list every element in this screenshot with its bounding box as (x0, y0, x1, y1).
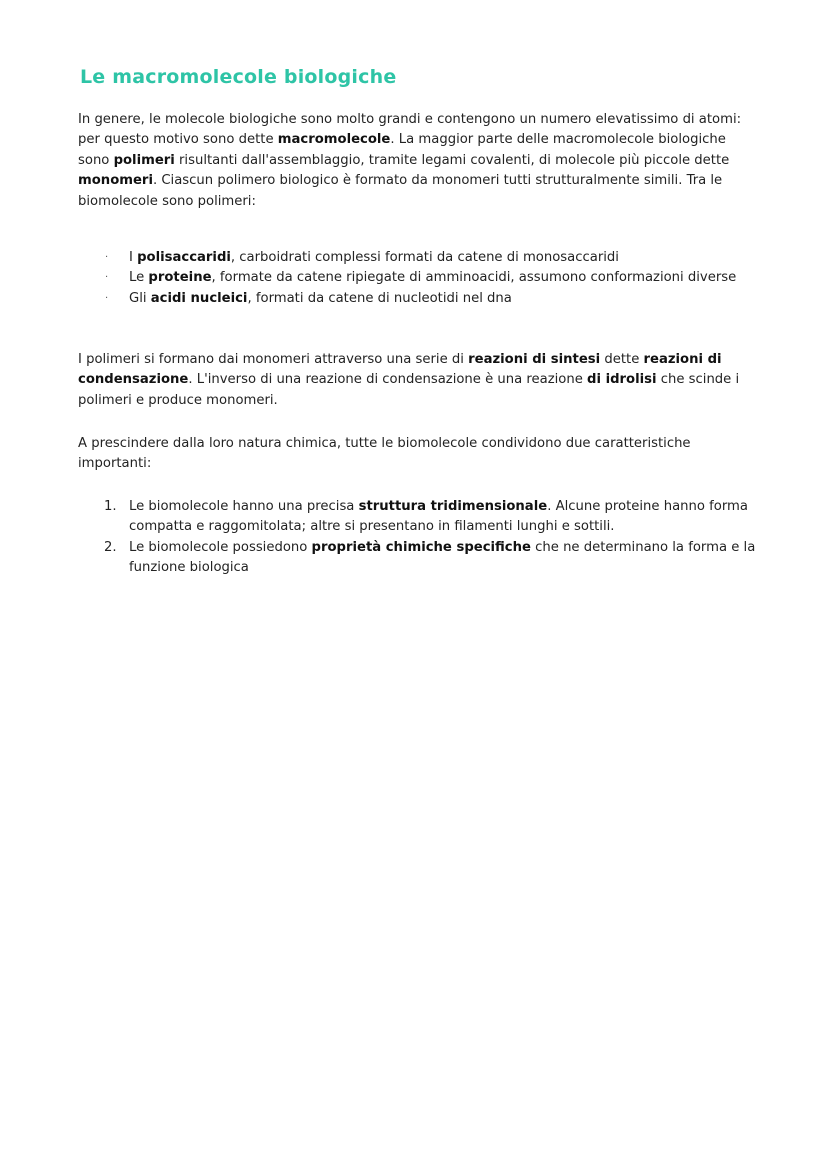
term-reazioni-condensazione: reazioni di condensazione (78, 352, 722, 388)
list-item-text: , formate da catene ripiegate di amminoacidi, assumono conformazioni diverse (211, 270, 737, 286)
list-item-prefix: Le biomolecole hanno una precisa (129, 499, 359, 514)
term-idrolisi: di idrolisi (587, 372, 657, 388)
list-item-prefix: Gli (129, 290, 151, 306)
list-item (100, 538, 760, 579)
term-struttura-tridimensionale: struttura tridimensionale (358, 499, 548, 514)
intro-text-1: In genere, le molecole biologiche sono molto grandi e contengono un numero elevatissimo di atomi: per questo motivo sono dette (78, 112, 742, 148)
list-item-prefix: Le biomolecole possiedono (129, 539, 312, 555)
term-polimeri: polimeri (113, 152, 175, 168)
list-item (100, 268, 760, 288)
list-item-prefix: I (129, 250, 138, 265)
list-item-text: , formati da catene di nucleotidi nel dna (247, 290, 512, 306)
intro-text-2: . La maggior parte delle macromolecole biologiche sono (78, 132, 726, 168)
list-item (100, 289, 760, 309)
term-acidi-nucleici: acidi nucleici (150, 290, 248, 306)
features-intro-paragraph: A prescindere dalla loro natura chimica, tutte le biomolecole condividono due caratteristiche importanti: (78, 436, 691, 472)
bullet-dot: · (105, 272, 109, 284)
page-title: Le macromolecole biologiche (80, 66, 397, 88)
term-macromolecole: macromolecole (277, 132, 391, 148)
list-item (100, 497, 760, 538)
term-polisaccaridi: polisaccaridi (137, 250, 231, 265)
bullet-dot: · (105, 292, 109, 304)
condensation-text-3: . L'inverso di una reazione di condensazione è una reazione (188, 372, 588, 388)
term-proteine: proteine (148, 270, 212, 286)
list-item-text: , carboidrati complessi formati da catene di monosaccaridi (230, 250, 619, 265)
list-number: 1. (104, 499, 117, 514)
term-reazioni-sintesi: reazioni di sintesi (468, 352, 601, 367)
polymer-list (100, 248, 760, 309)
bullet-dot: · (105, 252, 109, 263)
intro-text-3: risultanti dall'assemblaggio, tramite legami covalenti, di molecole più piccole dette (174, 152, 730, 168)
list-item-text: che ne determinano la forma e la funzione biologica (129, 539, 756, 576)
condensation-paragraph (78, 350, 758, 411)
list-number: 2. (104, 539, 117, 555)
condensation-text-1: I polimeri si formano dai monomeri attraverso una serie di (78, 352, 469, 367)
features-list (100, 497, 760, 579)
list-item-prefix: Le (129, 270, 149, 286)
term-monomeri: monomeri (78, 173, 153, 189)
condensation-text-2: dette (600, 352, 644, 367)
intro-paragraph (78, 110, 758, 212)
list-item-text: . Alcune proteine hanno forma compatta e raggomitolata; altre si presentano in filamenti lunghi e sottili. (129, 499, 748, 535)
condensation-text-4: che scinde i polimeri e produce monomeri. (78, 372, 740, 408)
list-item (100, 248, 760, 268)
intro-text-4: . Ciascun polimero biologico è formato da monomeri tutti strutturalmente simili. Tra le biomolecole sono polimeri: (78, 173, 723, 209)
term-proprieta-chimiche: proprietà chimiche specifiche (311, 539, 531, 555)
